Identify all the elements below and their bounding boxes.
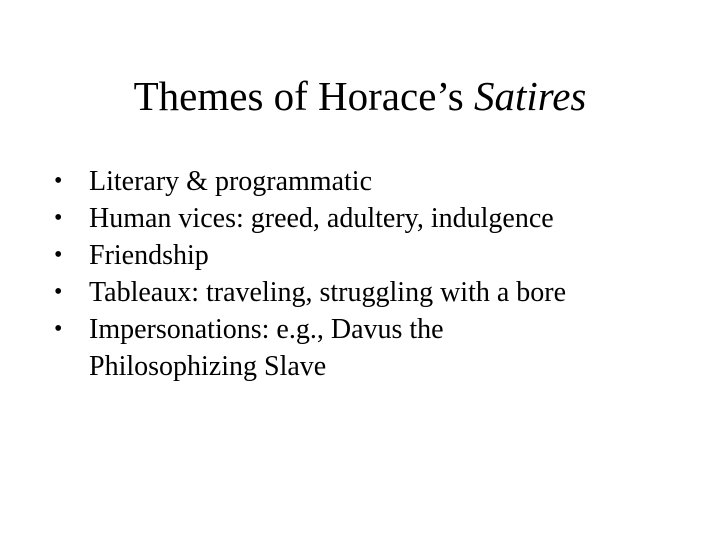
bullet-item	[54, 163, 694, 200]
bullet-text: Impersonations: e.g., Davus the	[89, 314, 444, 345]
bullet-icon: •	[54, 205, 63, 231]
bullet-icon: •	[54, 316, 63, 342]
bullet-text-continuation: Philosophizing Slave	[89, 351, 327, 382]
bullet-item	[54, 200, 694, 237]
slide-title-text: Themes of Horace’s	[133, 73, 475, 119]
bullet-item	[54, 274, 694, 311]
bullet-text: Tableaux: traveling, struggling with a bore	[89, 277, 567, 308]
bullet-item	[54, 237, 694, 274]
bullet-text: Friendship	[89, 240, 209, 271]
slide-title-italic: Satires	[474, 73, 587, 119]
bullet-icon: •	[54, 242, 63, 268]
bullet-text: Human vices: greed, adultery, indulgence	[89, 203, 554, 234]
bullet-icon: •	[54, 168, 63, 194]
bullet-list	[54, 163, 694, 385]
slide-title	[0, 72, 720, 120]
bullet-icon: •	[54, 279, 63, 305]
bullet-item	[54, 311, 694, 385]
bullet-text: Literary & programmatic	[89, 166, 372, 197]
